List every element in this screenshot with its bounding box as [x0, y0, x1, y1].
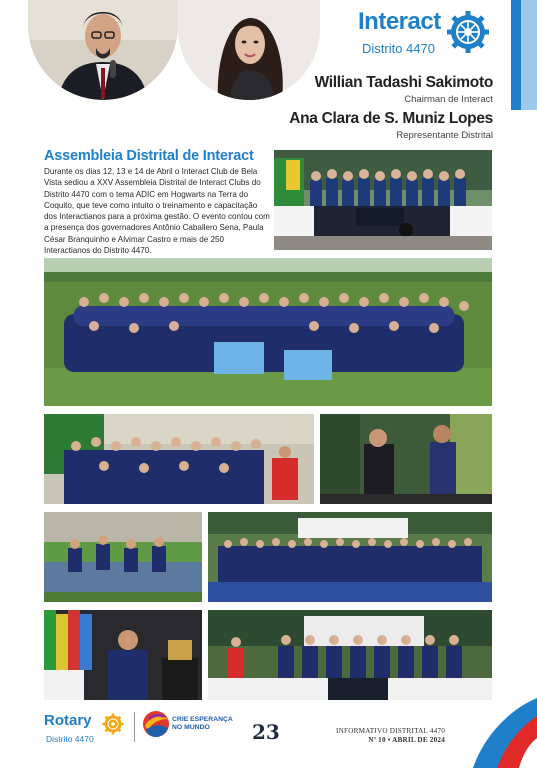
interact-logo-district: Distrito 4470 — [362, 41, 435, 56]
interact-logo-wordmark: Interact — [358, 8, 441, 35]
interact-logo — [358, 8, 498, 58]
rotary-district: Distrito 4470 — [46, 734, 94, 744]
person-role: Representante Distrital — [396, 130, 493, 141]
photo-water-games — [44, 512, 202, 602]
article-body: Durante os dias 12, 13 e 14 de Abril o Interact Club de Bela Vista sediou a XXV Assembleia Distrital de Interact Clubs do Distrito 4470 com o tema ADIC em Hogwarts na Terra do Coquito, que teve como intuito o treinamento e capacitação dos Interactianos para a próxima gestão. O evento contou com a presença dos governadores Antônio Caballero Sena, Paula César Branquinho e Alvimar Castro e mais de 250 Interactianos do Distrito 4470. — [44, 167, 270, 256]
photo-flags — [44, 610, 202, 700]
person-name: Willian Tadashi Sakimoto — [314, 74, 493, 91]
corner-decoration-bottom — [463, 698, 537, 768]
photo-ceremony — [208, 610, 492, 700]
page-number: 23 — [252, 720, 280, 744]
campaign-line-2: NO MUNDO — [172, 724, 210, 731]
gear-wheel-icon — [446, 10, 490, 54]
campaign-line-1: CRIE ESPERANÇA — [172, 716, 233, 723]
portrait-ana-clara — [178, 0, 320, 100]
person-role: Chairman de Interact — [404, 94, 493, 105]
portrait-willian — [28, 0, 178, 100]
publication-title: INFORMATIVO DISTRITAL 4470 — [336, 727, 445, 735]
article-title: Assembleia Distrital de Interact — [44, 148, 254, 164]
corner-decoration-top — [511, 0, 537, 110]
person-name: Ana Clara de S. Muniz Lopes — [289, 110, 493, 127]
campaign-slogan — [172, 716, 233, 732]
publication-issue: Nº 10 • ABRIL DE 2024 — [368, 736, 445, 744]
photo-group — [44, 258, 492, 406]
gear-wheel-icon — [102, 713, 124, 735]
photo-stage-table — [274, 150, 492, 250]
footer-divider — [134, 712, 135, 742]
publication-info — [336, 727, 445, 745]
rotary-wordmark: Rotary — [44, 712, 92, 729]
photo-auditorium — [208, 512, 492, 602]
person-willian — [315, 74, 493, 105]
person-ana-clara — [289, 110, 493, 141]
globe-swoosh-icon — [142, 710, 170, 738]
rotary-logo — [44, 712, 134, 748]
photo-indoor-group — [44, 414, 314, 504]
photo-speaker — [320, 414, 492, 504]
